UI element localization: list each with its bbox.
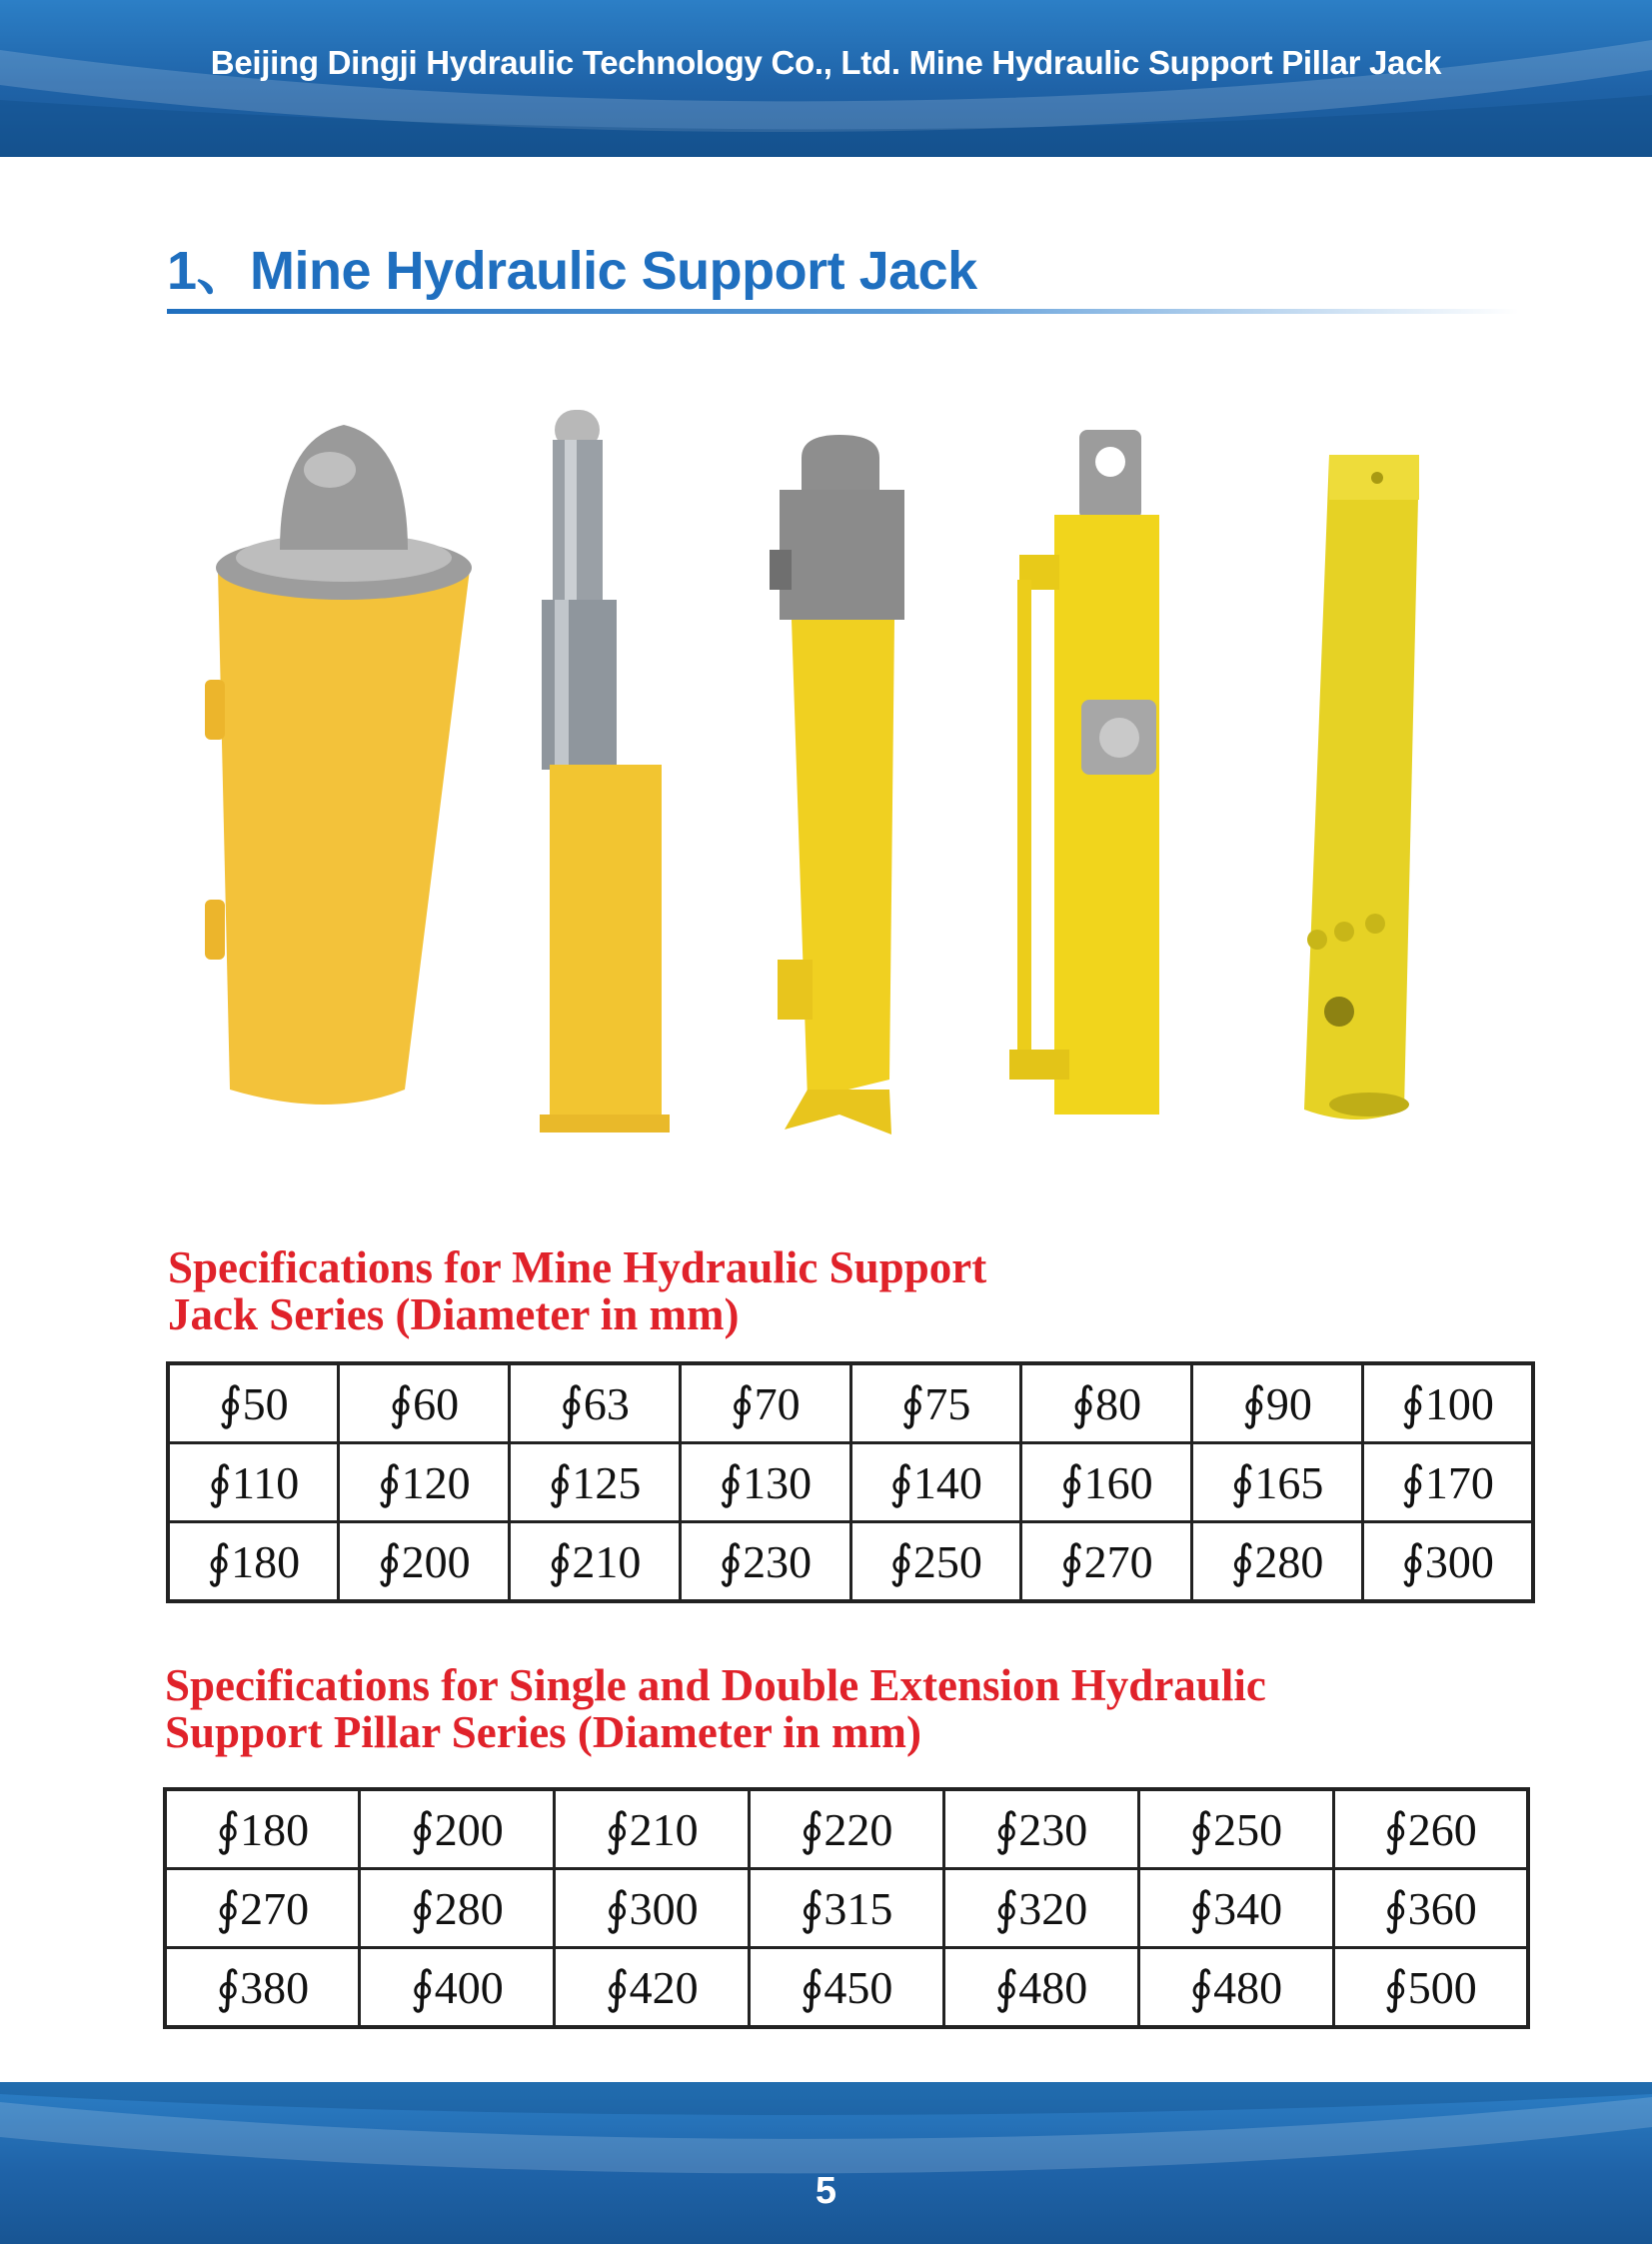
page-number: 5 bbox=[815, 2170, 837, 2212]
table-cell: ∮220 bbox=[750, 1789, 944, 1869]
table-cell: ∮120 bbox=[339, 1443, 510, 1522]
table-cell: ∮170 bbox=[1362, 1443, 1533, 1522]
table-cell: ∮75 bbox=[850, 1363, 1021, 1443]
table-cell: ∮125 bbox=[510, 1443, 681, 1522]
table-cell: ∮380 bbox=[165, 1948, 360, 2028]
table-row bbox=[168, 1522, 1533, 1602]
table-cell: ∮280 bbox=[1192, 1522, 1363, 1602]
table-row bbox=[165, 1869, 1528, 1948]
table-cell: ∮180 bbox=[168, 1522, 339, 1602]
table-cell: ∮140 bbox=[850, 1443, 1021, 1522]
table-cell: ∮360 bbox=[1333, 1869, 1528, 1948]
table-cell: ∮270 bbox=[1021, 1522, 1192, 1602]
table-cell: ∮260 bbox=[1333, 1789, 1528, 1869]
table-cell: ∮480 bbox=[1138, 1948, 1333, 2028]
spec-heading-jack bbox=[168, 1244, 986, 1338]
spec-heading-jack-line1: Specifications for Mine Hydraulic Support bbox=[168, 1242, 987, 1292]
title-underline bbox=[167, 309, 1519, 314]
jack-cap-head-image bbox=[770, 435, 904, 1134]
footer-swoosh bbox=[0, 2082, 1652, 2244]
table-cell: ∮160 bbox=[1021, 1443, 1192, 1522]
table-cell: ∮480 bbox=[943, 1948, 1138, 2028]
table-row bbox=[168, 1443, 1533, 1522]
table-cell: ∮210 bbox=[555, 1789, 750, 1869]
table-cell: ∮210 bbox=[510, 1522, 681, 1602]
table-cell: ∮110 bbox=[168, 1443, 339, 1522]
table-cell: ∮230 bbox=[943, 1789, 1138, 1869]
jack-spec-table bbox=[166, 1361, 1535, 1603]
table-row bbox=[168, 1363, 1533, 1443]
table-row bbox=[165, 1948, 1528, 2028]
table-cell: ∮280 bbox=[360, 1869, 555, 1948]
table-cell: ∮200 bbox=[339, 1522, 510, 1602]
table-cell: ∮320 bbox=[943, 1869, 1138, 1948]
table-cell: ∮340 bbox=[1138, 1869, 1333, 1948]
table-cell: ∮90 bbox=[1192, 1363, 1363, 1443]
table-cell: ∮70 bbox=[680, 1363, 850, 1443]
table-cell: ∮500 bbox=[1333, 1948, 1528, 2028]
header-title: Beijing Dingji Hydraulic Technology Co., Ltd. Mine Hydraulic Support Pillar Jack bbox=[210, 44, 1442, 81]
table-cell: ∮270 bbox=[165, 1869, 360, 1948]
jack-double-telescopic-image bbox=[540, 410, 670, 1132]
product-photos bbox=[180, 400, 1509, 1139]
jack-plain-cylinder-image bbox=[1304, 455, 1419, 1120]
table-cell: ∮230 bbox=[680, 1522, 850, 1602]
jack-large-cylinder-image bbox=[205, 425, 472, 1105]
table-cell: ∮63 bbox=[510, 1363, 681, 1443]
table-cell: ∮80 bbox=[1021, 1363, 1192, 1443]
spec-heading-pillar-line2: Support Pillar Series (Diameter in mm) bbox=[165, 1707, 921, 1757]
spec-heading-pillar bbox=[165, 1662, 1266, 1756]
table-cell: ∮300 bbox=[1362, 1522, 1533, 1602]
table-cell: ∮300 bbox=[555, 1869, 750, 1948]
table-cell: ∮400 bbox=[360, 1948, 555, 2028]
spec-heading-pillar-line1: Specifications for Single and Double Extension Hydraulic bbox=[165, 1660, 1266, 1710]
table-cell: ∮420 bbox=[555, 1948, 750, 2028]
table-cell: ∮60 bbox=[339, 1363, 510, 1443]
pillar-spec-table bbox=[163, 1787, 1530, 2029]
table-cell: ∮130 bbox=[680, 1443, 850, 1522]
table-cell: ∮200 bbox=[360, 1789, 555, 1869]
table-cell: ∮180 bbox=[165, 1789, 360, 1869]
header-band bbox=[0, 0, 1652, 157]
section-title: 1、Mine Hydraulic Support Jack bbox=[167, 241, 977, 301]
spec-heading-jack-line2: Jack Series (Diameter in mm) bbox=[168, 1289, 740, 1339]
table-row bbox=[165, 1789, 1528, 1869]
table-cell: ∮50 bbox=[168, 1363, 339, 1443]
footer-band bbox=[0, 2082, 1652, 2244]
table-cell: ∮250 bbox=[1138, 1789, 1333, 1869]
table-cell: ∮100 bbox=[1362, 1363, 1533, 1443]
table-cell: ∮315 bbox=[750, 1869, 944, 1948]
jack-lug-head-image bbox=[1009, 430, 1159, 1115]
table-cell: ∮250 bbox=[850, 1522, 1021, 1602]
table-cell: ∮450 bbox=[750, 1948, 944, 2028]
table-cell: ∮165 bbox=[1192, 1443, 1363, 1522]
